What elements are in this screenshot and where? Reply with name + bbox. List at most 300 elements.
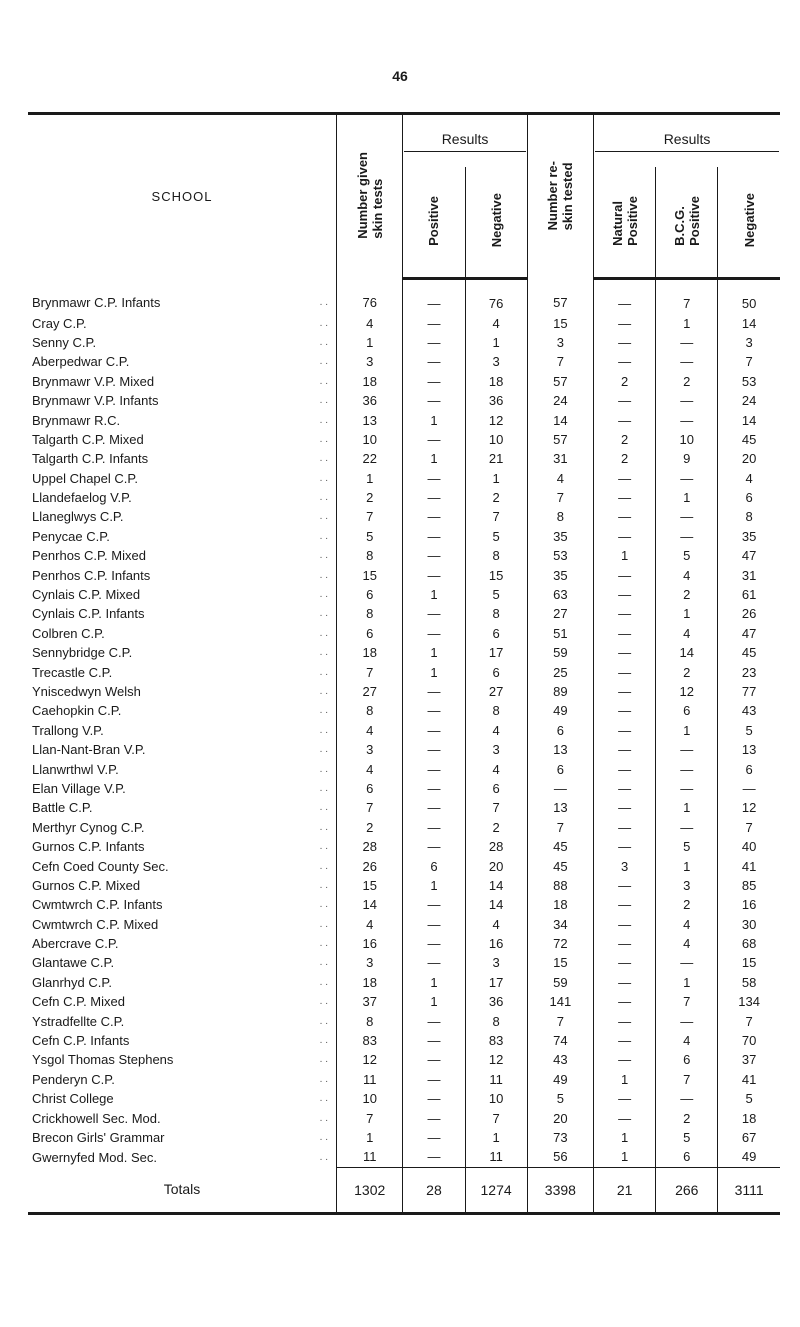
given-cell: 10 xyxy=(337,1089,403,1108)
given-cell: 27 xyxy=(337,682,403,701)
positive-cell: 1 xyxy=(403,973,465,992)
retested-cell: 43 xyxy=(527,1050,593,1069)
school-name: Christ College . . xyxy=(28,1089,337,1108)
retested-cell: 56 xyxy=(527,1147,593,1167)
school-name: Cefn Coed County Sec. . . xyxy=(28,856,337,875)
retested-cell: 59 xyxy=(527,973,593,992)
negative-2-cell: 35 xyxy=(718,527,780,546)
positive-cell: — xyxy=(403,895,465,914)
retested-cell: 5 xyxy=(527,1089,593,1108)
table-row xyxy=(28,1108,780,1127)
negative-2-cell: 7 xyxy=(718,352,780,371)
given-cell: 18 xyxy=(337,973,403,992)
given-cell: 22 xyxy=(337,449,403,468)
negative-cell: 28 xyxy=(465,837,527,856)
table-row xyxy=(28,527,780,546)
retested-cell: 59 xyxy=(527,643,593,662)
school-name: Crickhowell Sec. Mod. . . xyxy=(28,1108,337,1127)
bcg-positive-cell: 1 xyxy=(656,604,718,623)
table-row xyxy=(28,721,780,740)
natural-positive-cell: — xyxy=(594,876,656,895)
school-name: Uppel Chapel C.P. . . xyxy=(28,469,337,488)
retested-cell: 7 xyxy=(527,352,593,371)
school-name: Ysgol Thomas Stephens . . xyxy=(28,1050,337,1069)
bcg-positive-cell: 2 xyxy=(656,662,718,681)
bcg-positive-cell: 6 xyxy=(656,1050,718,1069)
negative-2-cell: 41 xyxy=(718,1070,780,1089)
natural-positive-cell: — xyxy=(594,410,656,429)
given-cell: 4 xyxy=(337,721,403,740)
retested-cell: 27 xyxy=(527,604,593,623)
bcg-positive-cell: 2 xyxy=(656,372,718,391)
bcg-positive-cell: 4 xyxy=(656,934,718,953)
school-name: Penrhos C.P. Mixed . . xyxy=(28,546,337,565)
table-row xyxy=(28,662,780,681)
retested-cell: 45 xyxy=(527,837,593,856)
given-cell: 4 xyxy=(337,313,403,332)
positive-cell: — xyxy=(403,759,465,778)
given-cell: 83 xyxy=(337,1031,403,1050)
bcg-positive-cell: 5 xyxy=(656,837,718,856)
positive-cell: — xyxy=(403,333,465,352)
negative-cell: 11 xyxy=(465,1070,527,1089)
natural-positive-cell: — xyxy=(594,527,656,546)
natural-positive-cell: — xyxy=(594,1031,656,1050)
positive-cell: — xyxy=(403,818,465,837)
positive-cell: — xyxy=(403,1147,465,1167)
school-name: Penycae C.P. . . xyxy=(28,527,337,546)
school-name: Penrhos C.P. Infants . . xyxy=(28,565,337,584)
negative-cell: 17 xyxy=(465,973,527,992)
school-name: Cefn C.P. Mixed . . xyxy=(28,992,337,1011)
given-cell: 6 xyxy=(337,624,403,643)
natural-positive-cell: — xyxy=(594,895,656,914)
number-given-label: Number given skin tests xyxy=(354,151,385,239)
negative-cell: 27 xyxy=(465,682,527,701)
positive-cell: — xyxy=(403,469,465,488)
table-row xyxy=(28,973,780,992)
negative-2-cell: 50 xyxy=(718,279,780,314)
school-name: Glanrhyd C.P. . . xyxy=(28,973,337,992)
totals-retested: 3398 xyxy=(527,1167,593,1213)
given-cell: 3 xyxy=(337,953,403,972)
given-cell: 8 xyxy=(337,701,403,720)
negative-2-cell: — xyxy=(718,779,780,798)
number-retested-label: Number re- skin tested xyxy=(545,160,576,230)
totals-bcg-positive: 266 xyxy=(656,1167,718,1213)
positive-header xyxy=(403,167,465,279)
natural-positive-cell: — xyxy=(594,1011,656,1030)
retested-cell: 15 xyxy=(527,953,593,972)
given-cell: 1 xyxy=(337,469,403,488)
school-name: Llan-Nant-Bran V.P. . . xyxy=(28,740,337,759)
natural-positive-cell: — xyxy=(594,1050,656,1069)
retested-cell: 8 xyxy=(527,507,593,526)
positive-cell: 1 xyxy=(403,410,465,429)
retested-cell: 57 xyxy=(527,372,593,391)
school-name: Elan Village V.P. . . xyxy=(28,779,337,798)
given-cell: 7 xyxy=(337,798,403,817)
retested-cell: 24 xyxy=(527,391,593,410)
negative-2-cell: 30 xyxy=(718,915,780,934)
given-cell: 10 xyxy=(337,430,403,449)
negative-cell: 1 xyxy=(465,469,527,488)
school-name: Brynmawr R.C. . . xyxy=(28,410,337,429)
bcg-positive-cell: 1 xyxy=(656,313,718,332)
retested-cell: 7 xyxy=(527,818,593,837)
natural-positive-cell: — xyxy=(594,973,656,992)
negative-2-cell: 47 xyxy=(718,624,780,643)
bcg-positive-cell: 2 xyxy=(656,585,718,604)
bcg-positive-cell: — xyxy=(656,527,718,546)
table-row xyxy=(28,391,780,410)
negative-cell: 7 xyxy=(465,507,527,526)
positive-cell: — xyxy=(403,352,465,371)
given-cell: 18 xyxy=(337,643,403,662)
given-cell: 5 xyxy=(337,527,403,546)
natural-positive-cell: 1 xyxy=(594,546,656,565)
school-name: Battle C.P. . . xyxy=(28,798,337,817)
negative-2-cell: 37 xyxy=(718,1050,780,1069)
given-cell: 4 xyxy=(337,759,403,778)
natural-positive-cell: — xyxy=(594,818,656,837)
positive-cell: — xyxy=(403,701,465,720)
table-row xyxy=(28,313,780,332)
school-name: Yniscedwyn Welsh . . xyxy=(28,682,337,701)
positive-cell: 1 xyxy=(403,585,465,604)
bcg-positive-cell: — xyxy=(656,352,718,371)
table-row xyxy=(28,818,780,837)
positive-cell: — xyxy=(403,1108,465,1127)
natural-positive-cell: — xyxy=(594,759,656,778)
results-group-header-2 xyxy=(594,114,780,168)
negative-2-cell: 5 xyxy=(718,1089,780,1108)
positive-cell: — xyxy=(403,1070,465,1089)
table-row xyxy=(28,759,780,778)
positive-cell: 1 xyxy=(403,992,465,1011)
table-row xyxy=(28,410,780,429)
bcg-positive-cell: — xyxy=(656,759,718,778)
negative-2-cell: 49 xyxy=(718,1147,780,1167)
negative-2-label: Negative xyxy=(741,193,757,248)
school-name: Trecastle C.P. . . xyxy=(28,662,337,681)
natural-positive-cell: — xyxy=(594,391,656,410)
retested-cell: 7 xyxy=(527,1011,593,1030)
school-name: Glantawe C.P. . . xyxy=(28,953,337,972)
bcg-positive-cell: 3 xyxy=(656,876,718,895)
table-row xyxy=(28,701,780,720)
given-cell: 26 xyxy=(337,856,403,875)
table-row xyxy=(28,740,780,759)
positive-cell: — xyxy=(403,430,465,449)
negative-cell: 76 xyxy=(465,279,527,314)
positive-cell: 1 xyxy=(403,662,465,681)
retested-cell: 15 xyxy=(527,313,593,332)
table-row xyxy=(28,1050,780,1069)
given-cell: 36 xyxy=(337,391,403,410)
natural-positive-cell: — xyxy=(594,953,656,972)
school-name: Brynmawr C.P. Infants . . xyxy=(28,279,337,314)
natural-positive-cell: — xyxy=(594,682,656,701)
positive-cell: — xyxy=(403,1011,465,1030)
positive-cell: — xyxy=(403,604,465,623)
school-name: Brynmawr V.P. Mixed . . xyxy=(28,372,337,391)
negative-cell: 12 xyxy=(465,410,527,429)
positive-cell: — xyxy=(403,1089,465,1108)
positive-cell: 1 xyxy=(403,449,465,468)
positive-cell: — xyxy=(403,279,465,314)
negative-cell: 16 xyxy=(465,934,527,953)
negative-cell: 7 xyxy=(465,798,527,817)
school-name: Llaneglwys C.P. . . xyxy=(28,507,337,526)
bcg-positive-cell: 1 xyxy=(656,856,718,875)
table-row xyxy=(28,779,780,798)
natural-positive-cell: — xyxy=(594,721,656,740)
negative-2-cell: 41 xyxy=(718,856,780,875)
given-cell: 8 xyxy=(337,604,403,623)
skin-test-table xyxy=(28,112,780,1215)
positive-cell: — xyxy=(403,779,465,798)
retested-cell: 18 xyxy=(527,895,593,914)
given-cell: 7 xyxy=(337,1108,403,1127)
retested-cell: 53 xyxy=(527,546,593,565)
natural-positive-cell: — xyxy=(594,740,656,759)
negative-2-cell: 134 xyxy=(718,992,780,1011)
negative-cell: 2 xyxy=(465,818,527,837)
given-cell: 14 xyxy=(337,895,403,914)
bcg-positive-cell: 2 xyxy=(656,895,718,914)
natural-positive-cell: — xyxy=(594,604,656,623)
negative-label: Negative xyxy=(488,193,504,248)
retested-cell: 25 xyxy=(527,662,593,681)
negative-2-cell: 58 xyxy=(718,973,780,992)
table-row xyxy=(28,837,780,856)
table-row xyxy=(28,895,780,914)
retested-cell: 35 xyxy=(527,565,593,584)
natural-positive-cell: — xyxy=(594,1108,656,1127)
table-row xyxy=(28,565,780,584)
table-row xyxy=(28,449,780,468)
natural-positive-cell: — xyxy=(594,915,656,934)
negative-cell: 15 xyxy=(465,565,527,584)
totals-negative-2: 3111 xyxy=(718,1167,780,1213)
bcg-positive-label: B.C.G. Positive xyxy=(671,195,702,246)
retested-cell: 3 xyxy=(527,333,593,352)
school-name: Cefn C.P. Infants . . xyxy=(28,1031,337,1050)
positive-cell: — xyxy=(403,1050,465,1069)
table-row xyxy=(28,507,780,526)
retested-cell: 141 xyxy=(527,992,593,1011)
negative-2-cell: 67 xyxy=(718,1128,780,1147)
negative-2-cell: 18 xyxy=(718,1108,780,1127)
table-row xyxy=(28,333,780,352)
given-cell: 76 xyxy=(337,279,403,314)
school-name: Gurnos C.P. Mixed . . xyxy=(28,876,337,895)
totals-negative: 1274 xyxy=(465,1167,527,1213)
retested-cell: 74 xyxy=(527,1031,593,1050)
bcg-positive-cell: — xyxy=(656,740,718,759)
table-row xyxy=(28,585,780,604)
natural-positive-cell: — xyxy=(594,1089,656,1108)
natural-positive-cell: — xyxy=(594,507,656,526)
given-cell: 15 xyxy=(337,565,403,584)
school-name: Cray C.P. . . xyxy=(28,313,337,332)
natural-positive-header xyxy=(594,167,656,279)
positive-cell: — xyxy=(403,934,465,953)
given-cell: 16 xyxy=(337,934,403,953)
bcg-positive-cell: — xyxy=(656,410,718,429)
school-name: Ystradfellte C.P. . . xyxy=(28,1011,337,1030)
school-name: Cynlais C.P. Mixed . . xyxy=(28,585,337,604)
negative-2-cell: 61 xyxy=(718,585,780,604)
negative-2-cell: 26 xyxy=(718,604,780,623)
negative-2-cell: 40 xyxy=(718,837,780,856)
natural-positive-cell: — xyxy=(594,585,656,604)
bcg-positive-cell: — xyxy=(656,469,718,488)
school-name: Brynmawr V.P. Infants . . xyxy=(28,391,337,410)
negative-2-cell: 23 xyxy=(718,662,780,681)
negative-2-cell: 8 xyxy=(718,507,780,526)
negative-2-cell: 6 xyxy=(718,759,780,778)
given-cell: 11 xyxy=(337,1070,403,1089)
natural-positive-cell: 1 xyxy=(594,1070,656,1089)
positive-cell: — xyxy=(403,1031,465,1050)
natural-positive-cell: — xyxy=(594,469,656,488)
positive-cell: — xyxy=(403,740,465,759)
bcg-positive-cell: — xyxy=(656,818,718,837)
school-name: Talgarth C.P. Mixed . . xyxy=(28,430,337,449)
natural-positive-cell: — xyxy=(594,662,656,681)
positive-cell: — xyxy=(403,313,465,332)
retested-cell: 88 xyxy=(527,876,593,895)
given-cell: 4 xyxy=(337,915,403,934)
negative-cell: 3 xyxy=(465,352,527,371)
retested-cell: 4 xyxy=(527,469,593,488)
retested-cell: 72 xyxy=(527,934,593,953)
bcg-positive-cell: 14 xyxy=(656,643,718,662)
table-row xyxy=(28,624,780,643)
retested-cell: 49 xyxy=(527,1070,593,1089)
table-row xyxy=(28,372,780,391)
school-name: Colbren C.P. . . xyxy=(28,624,337,643)
positive-cell: 6 xyxy=(403,856,465,875)
bcg-positive-cell: 5 xyxy=(656,1128,718,1147)
bcg-positive-cell: 1 xyxy=(656,798,718,817)
natural-positive-cell: — xyxy=(594,352,656,371)
natural-positive-cell: 2 xyxy=(594,430,656,449)
positive-cell: — xyxy=(403,682,465,701)
given-cell: 13 xyxy=(337,410,403,429)
positive-cell: — xyxy=(403,837,465,856)
positive-cell: — xyxy=(403,488,465,507)
negative-cell: 1 xyxy=(465,1128,527,1147)
negative-cell: 8 xyxy=(465,546,527,565)
table-row xyxy=(28,1031,780,1050)
negative-2-cell: 20 xyxy=(718,449,780,468)
retested-cell: 49 xyxy=(527,701,593,720)
given-cell: 1 xyxy=(337,333,403,352)
school-name: Talgarth C.P. Infants . . xyxy=(28,449,337,468)
negative-cell: 6 xyxy=(465,779,527,798)
school-name: Cynlais C.P. Infants . . xyxy=(28,604,337,623)
table-row xyxy=(28,934,780,953)
table-row xyxy=(28,604,780,623)
bcg-positive-cell: 5 xyxy=(656,546,718,565)
table-row xyxy=(28,856,780,875)
positive-cell: — xyxy=(403,507,465,526)
negative-2-cell: 13 xyxy=(718,740,780,759)
bcg-positive-cell: 4 xyxy=(656,915,718,934)
natural-positive-cell: — xyxy=(594,488,656,507)
bcg-positive-cell: — xyxy=(656,1011,718,1030)
positive-cell: — xyxy=(403,546,465,565)
school-name: Abercrave C.P. . . xyxy=(28,934,337,953)
natural-positive-cell: — xyxy=(594,798,656,817)
retested-cell: 57 xyxy=(527,430,593,449)
table-row xyxy=(28,1089,780,1108)
retested-cell: — xyxy=(527,779,593,798)
bcg-positive-cell: 7 xyxy=(656,1070,718,1089)
table-row xyxy=(28,1147,780,1167)
negative-2-cell: 24 xyxy=(718,391,780,410)
number-retested-header xyxy=(527,114,593,279)
negative-cell: 5 xyxy=(465,527,527,546)
bcg-positive-cell: 1 xyxy=(656,973,718,992)
retested-cell: 73 xyxy=(527,1128,593,1147)
retested-cell: 35 xyxy=(527,527,593,546)
table-row xyxy=(28,682,780,701)
retested-cell: 45 xyxy=(527,856,593,875)
negative-cell: 1 xyxy=(465,333,527,352)
retested-cell: 63 xyxy=(527,585,593,604)
retested-cell: 57 xyxy=(527,279,593,314)
bcg-positive-cell: 4 xyxy=(656,565,718,584)
bcg-positive-cell: 10 xyxy=(656,430,718,449)
school-name: Merthyr Cynog C.P. . . xyxy=(28,818,337,837)
school-name: Penderyn C.P. . . xyxy=(28,1070,337,1089)
natural-positive-label: Natural Positive xyxy=(609,195,640,246)
negative-2-cell: 77 xyxy=(718,682,780,701)
natural-positive-cell: 1 xyxy=(594,1147,656,1167)
negative-cell: 18 xyxy=(465,372,527,391)
positive-cell: — xyxy=(403,565,465,584)
natural-positive-cell: — xyxy=(594,565,656,584)
bcg-positive-cell: 6 xyxy=(656,1147,718,1167)
retested-cell: 34 xyxy=(527,915,593,934)
negative-cell: 14 xyxy=(465,895,527,914)
negative-2-cell: 43 xyxy=(718,701,780,720)
given-cell: 7 xyxy=(337,662,403,681)
negative-2-cell: 12 xyxy=(718,798,780,817)
negative-2-cell: 47 xyxy=(718,546,780,565)
positive-cell: — xyxy=(403,798,465,817)
given-cell: 11 xyxy=(337,1147,403,1167)
negative-cell: 4 xyxy=(465,313,527,332)
negative-2-cell: 7 xyxy=(718,1011,780,1030)
results-group-header-1 xyxy=(403,114,527,168)
page-number: 46 xyxy=(392,68,408,84)
retested-cell: 20 xyxy=(527,1108,593,1127)
given-cell: 3 xyxy=(337,352,403,371)
negative-cell: 4 xyxy=(465,915,527,934)
natural-positive-cell: 3 xyxy=(594,856,656,875)
school-name: Aberpedwar C.P. . . xyxy=(28,352,337,371)
totals-row xyxy=(28,1167,780,1213)
table-row xyxy=(28,469,780,488)
given-cell: 2 xyxy=(337,818,403,837)
given-cell: 12 xyxy=(337,1050,403,1069)
bcg-positive-cell: 1 xyxy=(656,488,718,507)
